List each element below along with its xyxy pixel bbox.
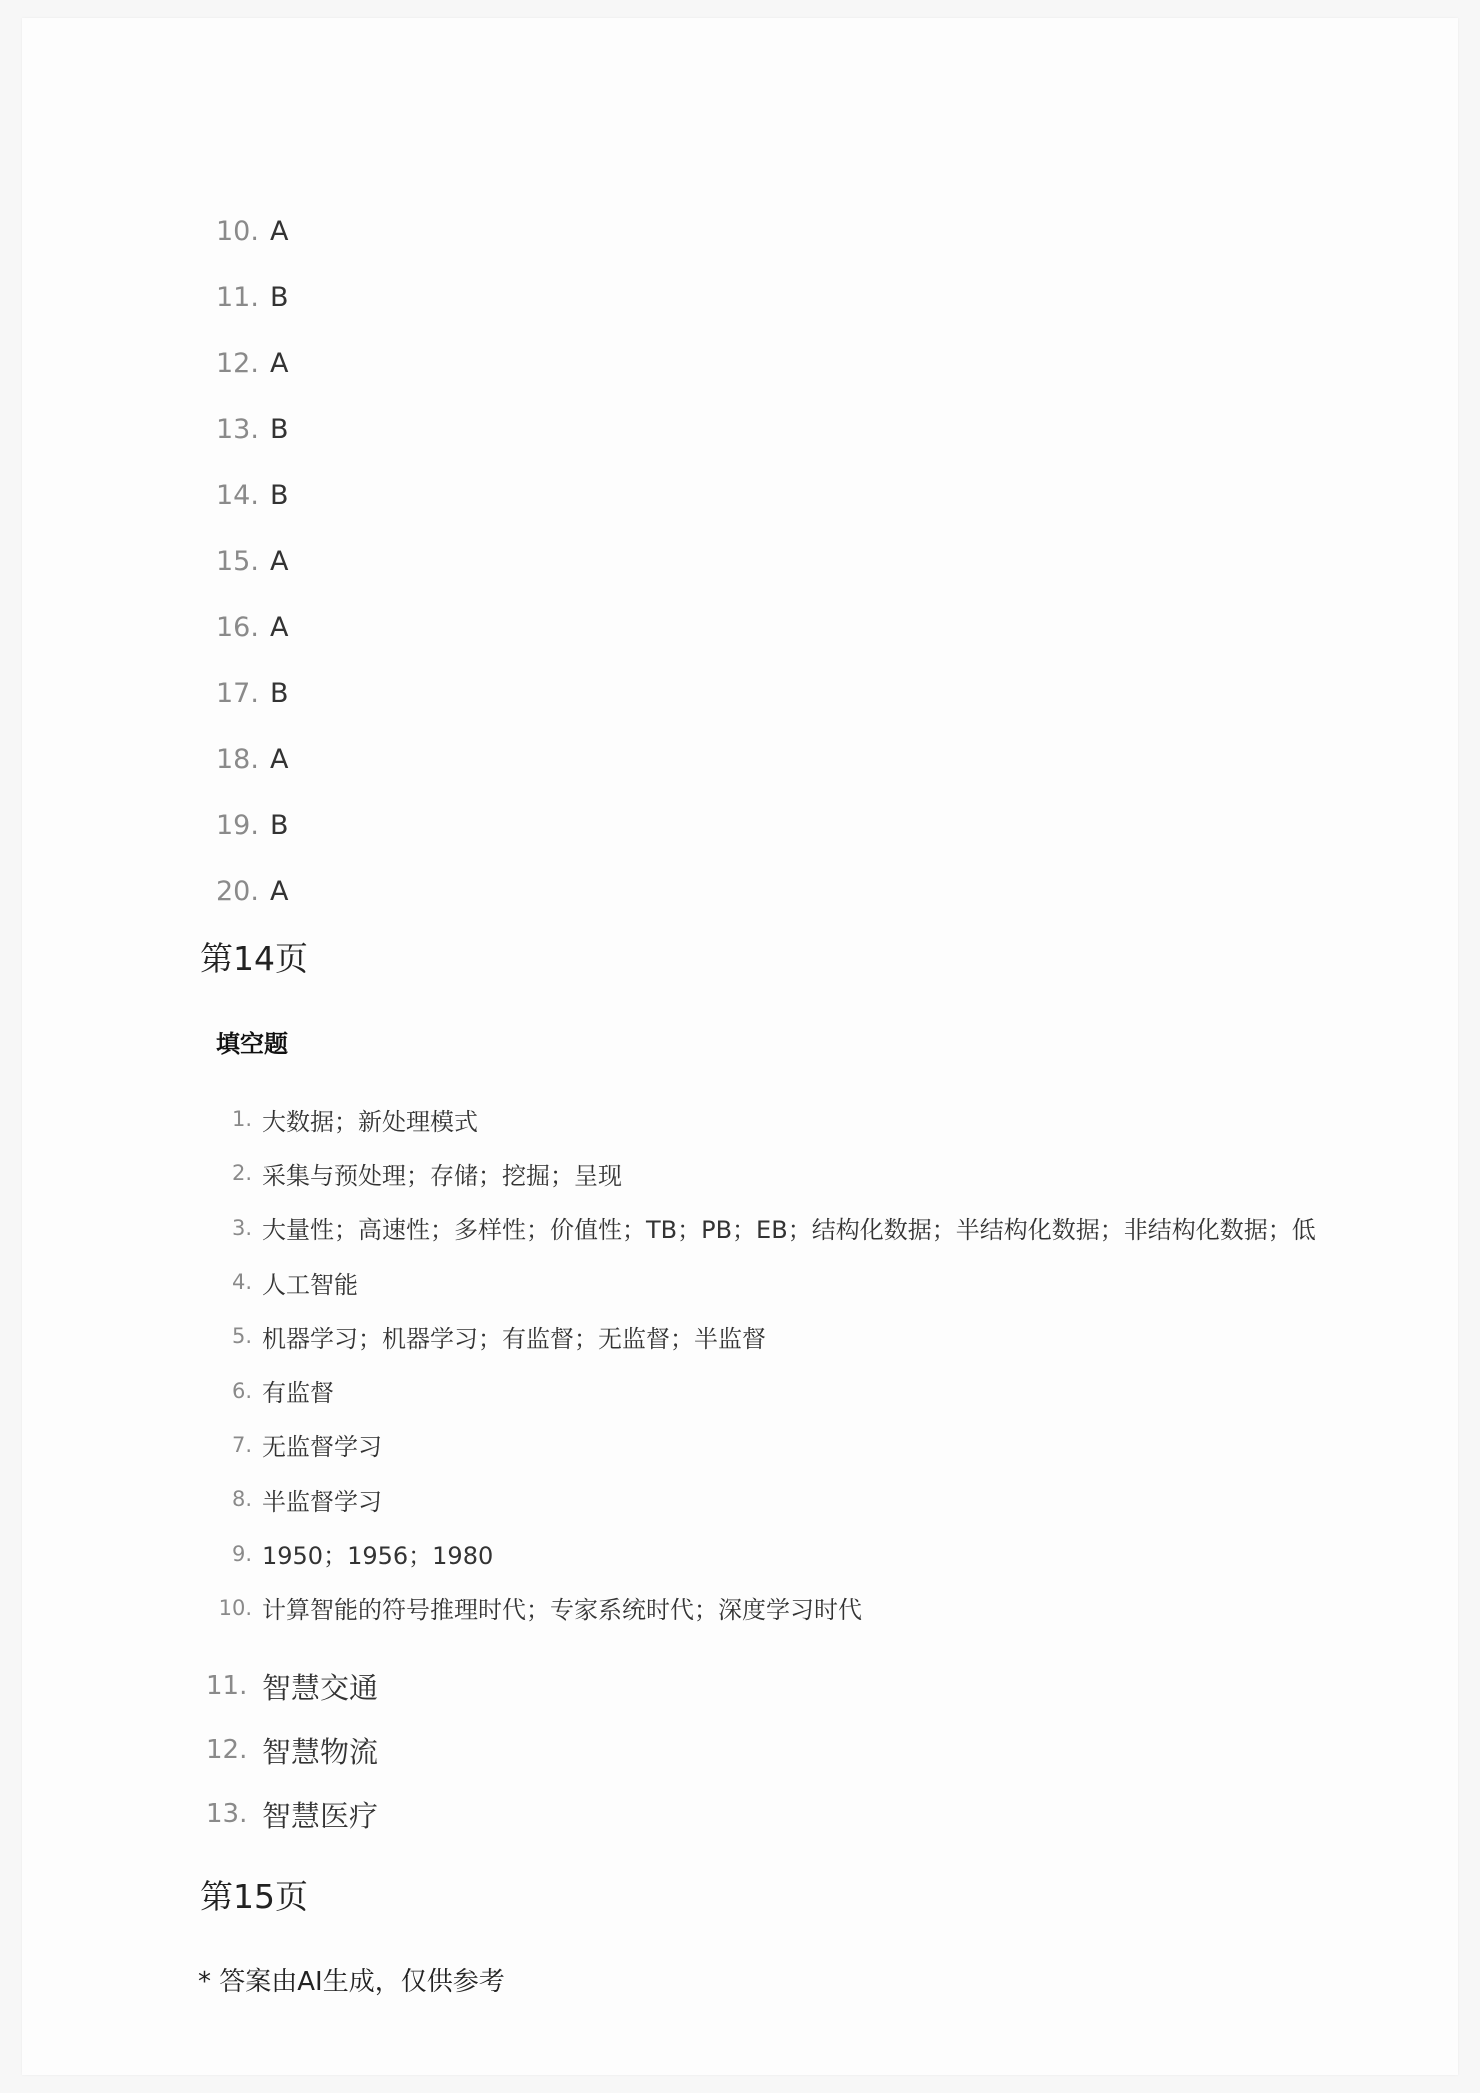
page-heading-14: 第14页: [200, 939, 308, 978]
item-number: 11.: [206, 1671, 248, 1701]
item-answer: 机器学习；机器学习；有监督；无监督；半监督: [262, 1324, 766, 1353]
item-number: 6.: [231, 1378, 252, 1403]
list-item: [212, 1418, 1316, 1472]
item-answer: 采集与预处理；存储；挖掘；呈现: [262, 1161, 622, 1190]
item-number: 1.: [231, 1107, 252, 1132]
item-answer: B: [270, 677, 289, 709]
item-answer: 有监督: [262, 1379, 334, 1408]
item-answer: A: [270, 743, 289, 775]
item-number: 10.: [218, 1595, 252, 1620]
item-answer: 半监督学习: [262, 1487, 382, 1516]
list-item: [212, 1472, 1316, 1526]
item-answer: B: [270, 413, 289, 445]
item-number: 16.: [216, 611, 259, 643]
item-answer: 无监督学习: [262, 1433, 382, 1462]
item-number: 20.: [216, 875, 259, 907]
item-number: 17.: [216, 677, 259, 709]
list-item: [216, 660, 289, 726]
list-item: [216, 726, 289, 792]
item-answer: 1950；1956；1980: [262, 1542, 494, 1571]
item-answer: 大数据；新处理模式: [262, 1107, 478, 1136]
item-number: 4.: [231, 1270, 252, 1295]
fill-blank-answer-list: [212, 1092, 1316, 1635]
item-number: 13.: [216, 413, 259, 445]
item-number: 15.: [216, 545, 259, 577]
list-item: [216, 330, 289, 396]
item-answer: A: [270, 545, 289, 577]
item-answer: 智慧交通: [262, 1670, 379, 1705]
item-number: 18.: [216, 743, 259, 775]
item-number: 11.: [216, 281, 259, 313]
list-item: [216, 462, 289, 528]
choice-answer-list: [216, 198, 289, 924]
item-number: 7.: [231, 1432, 252, 1457]
item-number: 12.: [216, 347, 259, 379]
list-item: [216, 264, 289, 330]
item-number: 10.: [216, 215, 259, 247]
list-item: [206, 1782, 378, 1846]
item-number: 3.: [231, 1215, 252, 1240]
list-item: [212, 1581, 1316, 1635]
item-answer: 智慧物流: [262, 1734, 379, 1769]
item-number: 2.: [231, 1161, 252, 1186]
ai-disclaimer-footnote: * 答案由AI生成，仅供参考: [198, 1967, 505, 1997]
document-page: [22, 18, 1458, 2075]
list-item: [206, 1718, 378, 1782]
list-item: [216, 528, 289, 594]
item-number: 19.: [216, 809, 259, 841]
section-title: 填空题: [216, 1030, 288, 1058]
list-item: [216, 198, 289, 264]
item-answer: B: [270, 281, 289, 313]
item-answer: A: [270, 347, 289, 379]
item-answer: A: [270, 611, 289, 643]
item-answer: 人工智能: [262, 1270, 358, 1299]
item-answer: 智慧医疗: [262, 1798, 379, 1833]
list-item: [212, 1201, 1316, 1255]
list-item: [212, 1309, 1316, 1363]
list-item: [216, 594, 289, 660]
fill-blank-answer-list-continued: [206, 1654, 378, 1846]
list-item: [216, 858, 289, 924]
item-number: 8.: [231, 1487, 252, 1512]
item-answer: 大量性；高速性；多样性；价值性；TB；PB；EB；结构化数据；半结构化数据；非结构化数据；低: [262, 1216, 1316, 1245]
item-answer: A: [270, 875, 289, 907]
list-item: [216, 792, 289, 858]
item-number: 12.: [206, 1735, 248, 1765]
list-item: [212, 1363, 1316, 1417]
list-item: [206, 1654, 378, 1718]
page-heading-15: 第15页: [200, 1877, 308, 1916]
item-answer: B: [270, 479, 289, 511]
item-number: 5.: [231, 1324, 252, 1349]
list-item: [212, 1146, 1316, 1200]
item-number: 14.: [216, 479, 259, 511]
list-item: [212, 1255, 1316, 1309]
list-item: [212, 1526, 1316, 1580]
item-number: 9.: [231, 1541, 252, 1566]
list-item: [216, 396, 289, 462]
item-number: 13.: [206, 1799, 248, 1829]
item-answer: B: [270, 809, 289, 841]
item-answer: A: [270, 215, 289, 247]
list-item: [212, 1092, 1316, 1146]
item-answer: 计算智能的符号推理时代；专家系统时代；深度学习时代: [262, 1596, 862, 1625]
